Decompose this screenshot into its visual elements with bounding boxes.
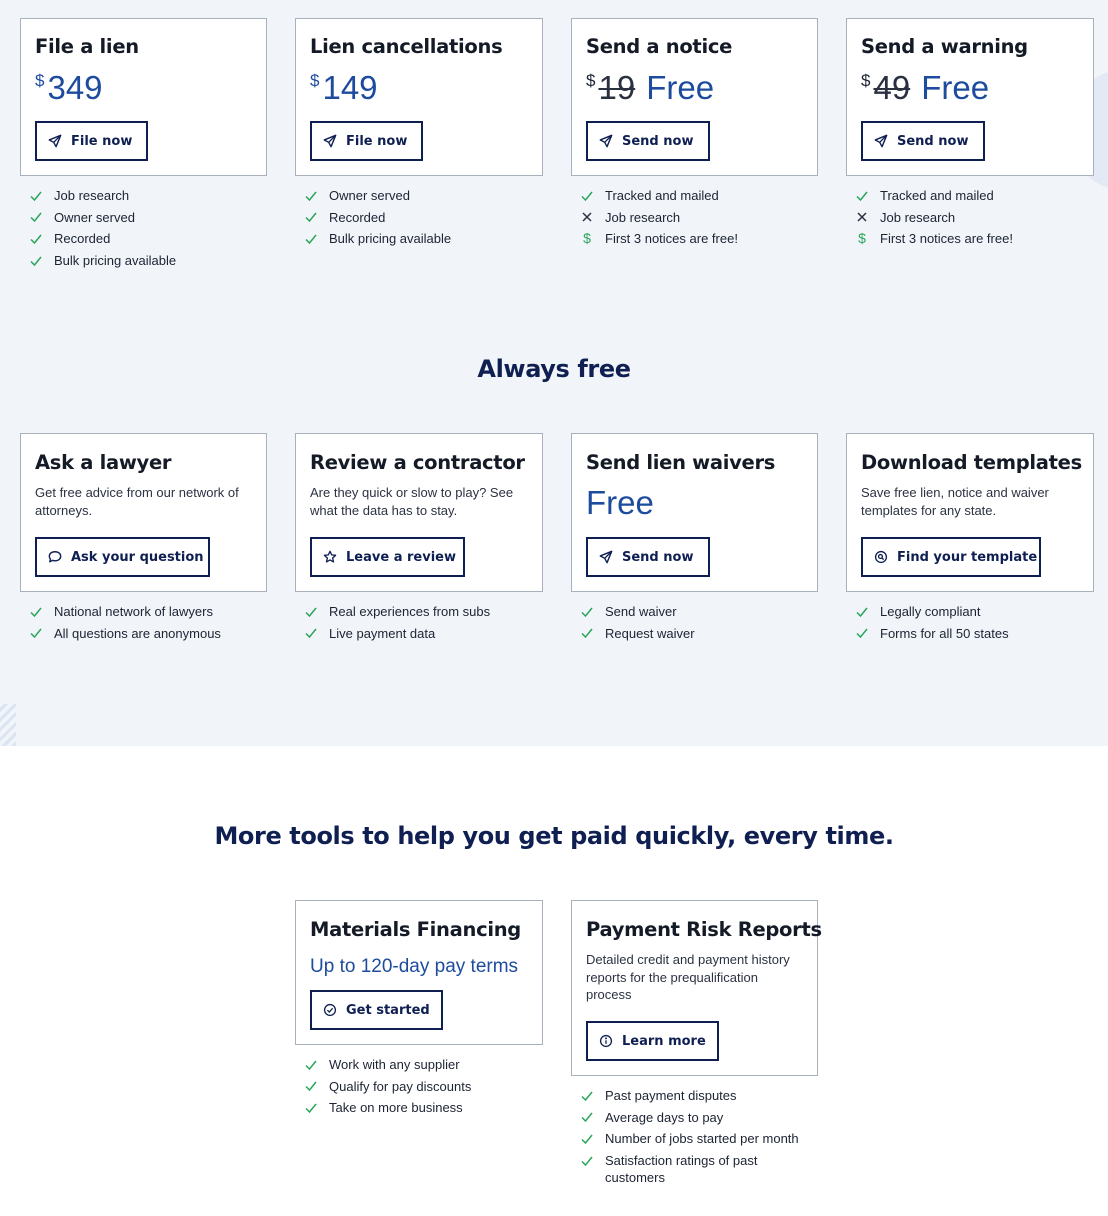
card-title: Payment Risk Reports (586, 918, 822, 941)
feature-list (580, 187, 820, 252)
price-amount: Free (646, 69, 715, 106)
list-item: Work with any supplier (304, 1056, 544, 1073)
paper-plane-icon (323, 134, 337, 148)
check-icon (580, 1087, 594, 1104)
card-subtitle: Up to 120-day pay terms (310, 956, 519, 977)
card-send-lien-waivers (571, 433, 818, 592)
feature-list (304, 187, 544, 252)
list-item: Live payment data (304, 625, 544, 642)
currency-symbol: $ (310, 71, 320, 90)
star-icon (323, 550, 337, 564)
check-circle-icon (323, 1003, 337, 1017)
feature-list (304, 1056, 544, 1121)
card-description: Are they quick or slow to play? See what the data has to stay. (310, 485, 514, 518)
feature-list (29, 603, 269, 646)
check-icon (29, 230, 43, 247)
price-amount: Free (921, 69, 990, 106)
leave-a-review-button[interactable] (310, 537, 465, 577)
card-send-a-notice (571, 18, 818, 176)
x-icon (580, 209, 594, 226)
check-icon (855, 603, 869, 620)
check-icon (580, 1109, 594, 1126)
dollar-icon: $ (858, 230, 866, 247)
check-icon (580, 1152, 594, 1169)
card-title: Send a notice (586, 35, 733, 58)
chat-bubble-icon (48, 550, 62, 564)
list-item: Job research (29, 187, 269, 204)
dollar-icon: $ (583, 230, 591, 247)
price (586, 69, 714, 107)
ask-your-question-button[interactable] (35, 537, 210, 577)
list-item: Request waiver (580, 625, 820, 642)
check-icon (304, 625, 318, 642)
check-icon (580, 625, 594, 642)
card-title: Send lien waivers (586, 451, 776, 474)
check-icon (304, 187, 318, 204)
list-item: Qualify for pay discounts (304, 1078, 544, 1095)
card-title: File a lien (35, 35, 139, 58)
list-item: Recorded (304, 209, 544, 226)
card-title: Ask a lawyer (35, 451, 172, 474)
list-item: $ First 3 notices are free! (580, 230, 820, 247)
check-icon (304, 603, 318, 620)
card-description: Detailed credit and payment history reports for the prequalification process (586, 952, 790, 1002)
list-item: Send waiver (580, 603, 820, 620)
button-label: Learn more (622, 1033, 706, 1049)
list-item: Take on more business (304, 1099, 544, 1116)
list-item: Owner served (29, 209, 269, 226)
list-item: Bulk pricing available (304, 230, 544, 247)
paper-plane-icon (599, 550, 613, 564)
feature-list (580, 603, 820, 646)
price (861, 69, 989, 107)
card-file-a-lien (20, 18, 267, 176)
card-payment-risk-reports (571, 900, 822, 1076)
check-icon (304, 1099, 318, 1116)
check-icon (304, 1078, 318, 1095)
list-item: Owner served (304, 187, 544, 204)
list-item: Real experiences from subs (304, 603, 544, 620)
check-icon (580, 603, 594, 620)
card-lien-cancellations (295, 18, 543, 176)
card-ask-a-lawyer (20, 433, 267, 592)
button-label: File now (71, 133, 133, 149)
button-label: Send now (622, 133, 694, 149)
list-item: Satisfaction ratings of past customers (580, 1152, 820, 1186)
card-download-templates (846, 433, 1094, 592)
price-amount: 349 (47, 69, 103, 106)
button-label: Leave a review (346, 549, 456, 565)
price-amount: 149 (322, 69, 378, 106)
check-icon (580, 1130, 594, 1147)
check-icon (29, 252, 43, 269)
currency-symbol: $ (35, 71, 45, 90)
old-price: 49 (873, 69, 911, 106)
card-send-a-warning (846, 18, 1094, 176)
button-label: Ask your question (71, 549, 204, 565)
old-price: 19 (598, 69, 636, 106)
card-title: Lien cancellations (310, 35, 503, 58)
card-title: Materials Financing (310, 918, 521, 941)
button-label: Send now (622, 549, 694, 565)
card-review-a-contractor (295, 433, 543, 592)
decorative-stripes (0, 704, 16, 746)
send-now-button[interactable] (861, 121, 985, 161)
x-icon (855, 209, 869, 226)
card-description: Get free advice from our network of attorneys. (35, 485, 239, 518)
list-item: All questions are anonymous (29, 625, 269, 642)
button-label: File now (346, 133, 408, 149)
search-document-icon (874, 550, 888, 564)
feature-list (580, 1087, 820, 1191)
get-started-button[interactable] (310, 990, 443, 1030)
price (310, 69, 378, 107)
check-icon (855, 187, 869, 204)
find-your-template-button[interactable] (861, 537, 1041, 577)
check-icon (304, 209, 318, 226)
list-item: Average days to pay (580, 1109, 820, 1126)
button-label: Send now (897, 133, 969, 149)
currency-symbol: $ (861, 71, 871, 90)
list-item: Job research (580, 209, 820, 226)
currency-symbol: $ (586, 71, 596, 90)
file-now-button[interactable] (310, 121, 423, 161)
feature-list (29, 187, 269, 274)
check-icon (29, 209, 43, 226)
price-free: Free (586, 484, 654, 521)
check-icon (304, 230, 318, 247)
card-materials-financing (295, 900, 543, 1045)
always-free-heading: Always free (477, 355, 631, 383)
list-item: Tracked and mailed (855, 187, 1095, 204)
list-item: Forms for all 50 states (855, 625, 1095, 642)
list-item: Past payment disputes (580, 1087, 820, 1104)
paper-plane-icon (599, 134, 613, 148)
list-item: Legally compliant (855, 603, 1095, 620)
check-icon (29, 625, 43, 642)
feature-list (855, 603, 1095, 646)
card-description: Save free lien, notice and waiver templates for any state. (861, 485, 1049, 518)
check-icon (855, 625, 869, 642)
paper-plane-icon (48, 134, 62, 148)
paper-plane-icon (874, 134, 888, 148)
card-title: Send a warning (861, 35, 1028, 58)
list-item: Bulk pricing available (29, 252, 269, 269)
check-icon (304, 1056, 318, 1073)
more-tools-heading: More tools to help you get paid quickly, every time. (214, 822, 894, 850)
list-item: Number of jobs started per month (580, 1130, 820, 1147)
card-title: Download templates (861, 451, 1082, 474)
check-icon (29, 187, 43, 204)
check-icon (580, 187, 594, 204)
button-label: Find your template (897, 549, 1038, 565)
feature-list (304, 603, 544, 646)
send-now-button[interactable] (586, 537, 710, 577)
button-label: Get started (346, 1002, 430, 1018)
list-item: $ First 3 notices are free! (855, 230, 1095, 247)
info-circle-icon (599, 1034, 613, 1048)
list-item: Recorded (29, 230, 269, 247)
learn-more-button[interactable] (586, 1021, 719, 1061)
card-title: Review a contractor (310, 451, 525, 474)
list-item: Tracked and mailed (580, 187, 820, 204)
file-now-button[interactable] (35, 121, 148, 161)
feature-list (855, 187, 1095, 252)
check-icon (29, 603, 43, 620)
list-item: Job research (855, 209, 1095, 226)
list-item: National network of lawyers (29, 603, 269, 620)
price (35, 69, 103, 107)
send-now-button[interactable] (586, 121, 710, 161)
